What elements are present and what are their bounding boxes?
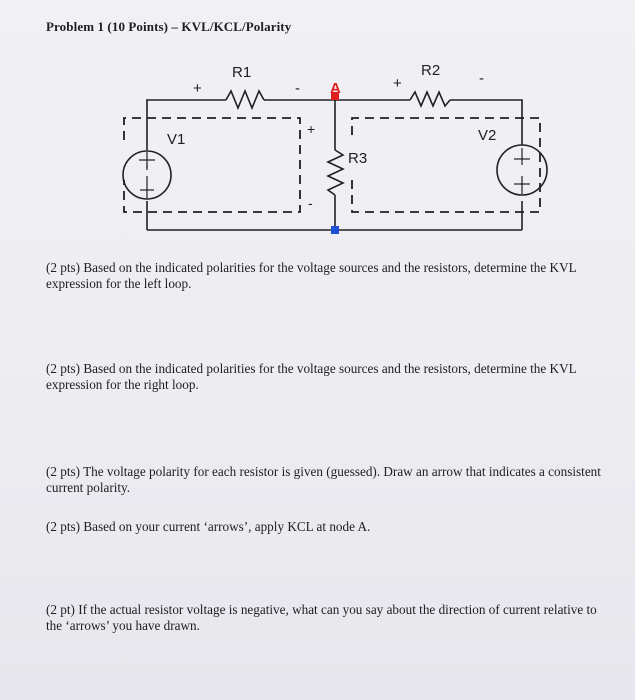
r1-label: R1 [232, 64, 252, 81]
circuit-wires [147, 91, 522, 230]
r3-resistor [328, 150, 343, 195]
question-2: (2 pts) Based on the indicated polarities for the voltage sources and the resistors, determine the KVL expression for the right loop. [46, 361, 577, 392]
r1-plus-sign: + [193, 80, 202, 97]
r2-resistor [410, 92, 450, 106]
circuit-diagram [0, 0, 635, 260]
node-a-label: A [330, 80, 341, 97]
v2-label: V2 [478, 127, 497, 144]
question-1: (2 pts) Based on the indicated polarities for the voltage sources and the resistors, determine the KVL expression for the left loop. [46, 260, 577, 291]
r3-plus-sign: + [307, 121, 316, 137]
v1-label: V1 [167, 131, 186, 148]
r1-resistor [226, 91, 264, 108]
r2-minus-sign: - [479, 70, 484, 87]
ground-node-marker [331, 226, 339, 234]
r3-minus-sign: - [308, 195, 313, 211]
question-4: (2 pts) Based on your current ‘arrows’, apply KCL at node A. [46, 519, 371, 534]
r3-label: R3 [348, 150, 368, 167]
question-3: (2 pts) The voltage polarity for each resistor is given (guessed). Draw an arrow that indicates a consistent current polarity. [46, 464, 601, 495]
question-5: (2 pt) If the actual resistor voltage is negative, what can you say about the direction of current relative to the ‘arrows’ you have drawn. [46, 602, 597, 633]
r2-label: R2 [421, 62, 441, 79]
problem-title: Problem 1 (10 Points) – KVL/KCL/Polarity [46, 19, 292, 34]
r1-minus-sign: - [295, 80, 300, 97]
r2-plus-sign: + [393, 75, 402, 92]
